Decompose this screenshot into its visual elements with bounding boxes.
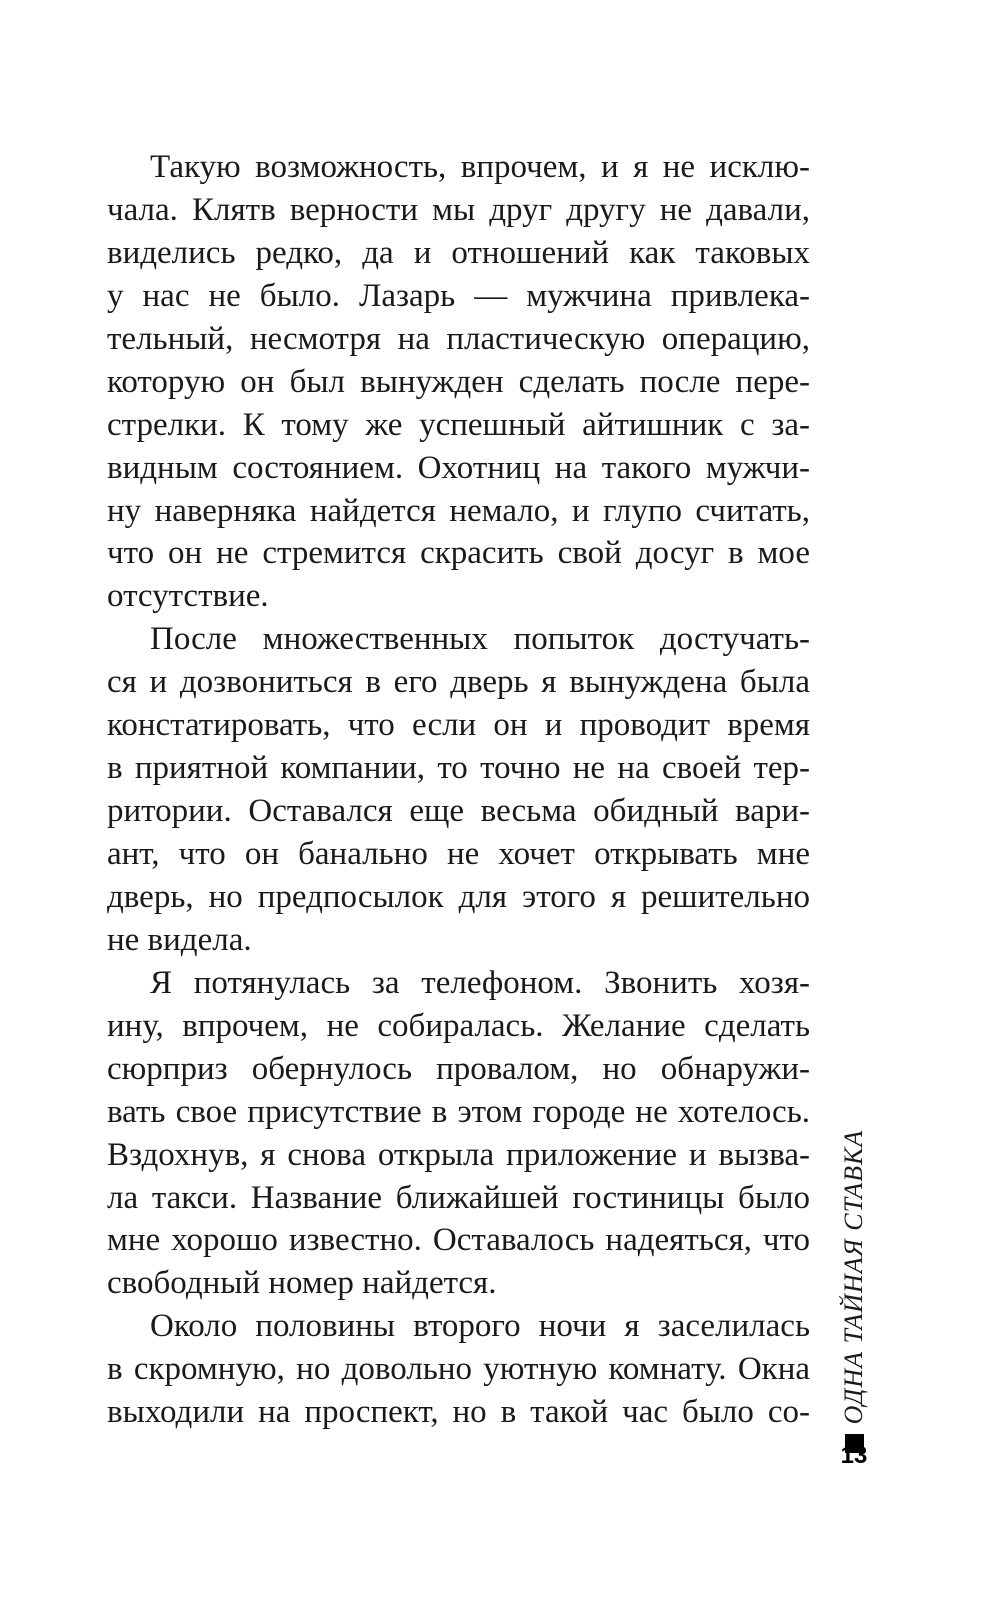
- text-line: дверь, но предпосылок для этого я решительно: [107, 878, 810, 915]
- text-line: ну наверняка найдется немало, и глупо считать,: [107, 492, 810, 529]
- text-line: ритории. Оставался еще весьма обидный вари-: [107, 793, 810, 830]
- text-line: сюрприз обернулось провалом, но обнаружи-: [107, 1050, 810, 1087]
- body-text: [107, 146, 810, 1434]
- text-line: в скромную, но довольно уютную комнату. Окна: [107, 1351, 810, 1388]
- text-line: ся и дозвониться в его дверь я вынуждена была: [107, 664, 810, 701]
- text-line: отсутствие.: [107, 578, 269, 615]
- running-head-title: ОДНА ТАЙНАЯ СТАВКА: [839, 1129, 868, 1425]
- text-line: мне хорошо известно. Оставалось надеяться, что: [107, 1222, 810, 1259]
- text-line: виделись редко, да и отношений как таковых: [107, 234, 810, 271]
- text-line: После множественных попыток достучать-: [150, 621, 810, 658]
- text-line: Я потянулась за телефоном. Звонить хозя-: [150, 964, 810, 1001]
- text-line: Такую возможность, впрочем, и я не исклю-: [150, 149, 810, 185]
- text-line: ла такси. Название ближайшей гостиницы было: [107, 1179, 810, 1216]
- text-line: Вздохнув, я снова открыла приложение и вызва-: [107, 1136, 810, 1173]
- text-line: констатировать, что если он и проводит время: [107, 707, 810, 744]
- text-line: у нас не было. Лазарь — мужчина привлека-: [107, 277, 810, 314]
- text-line: ину, впрочем, не собиралась. Желание сделать: [107, 1007, 810, 1044]
- text-line: стрелки. К тому же успешный айтишник с за-: [107, 406, 810, 443]
- text-line: что он не стремится скрасить свой досуг в мое: [107, 535, 810, 572]
- text-line: тельный, несмотря на пластическую операцию,: [107, 320, 810, 357]
- text-line: выходили на проспект, но в такой час было со-: [107, 1394, 810, 1431]
- text-line: ант, что он банально не хочет открывать мне: [107, 836, 810, 872]
- page-number: 13: [840, 1442, 868, 1469]
- text-line: не видела.: [107, 921, 252, 958]
- text-line: видным состоянием. Охотниц на такого мужчи-: [107, 449, 810, 486]
- text-line: вать свое присутствие в этом городе не хотелось.: [107, 1093, 810, 1130]
- text-line: свободный номер найдется.: [107, 1265, 497, 1302]
- running-head: [828, 1122, 880, 1462]
- text-line: которую он был вынужден сделать после пере-: [107, 363, 810, 400]
- text-line: чала. Клятв верности мы друг другу не давали,: [107, 191, 810, 228]
- text-line: Около половины второго ночи я заселилась: [150, 1308, 810, 1345]
- text-line: в приятной компании, то точно не на своей тер-: [107, 750, 810, 787]
